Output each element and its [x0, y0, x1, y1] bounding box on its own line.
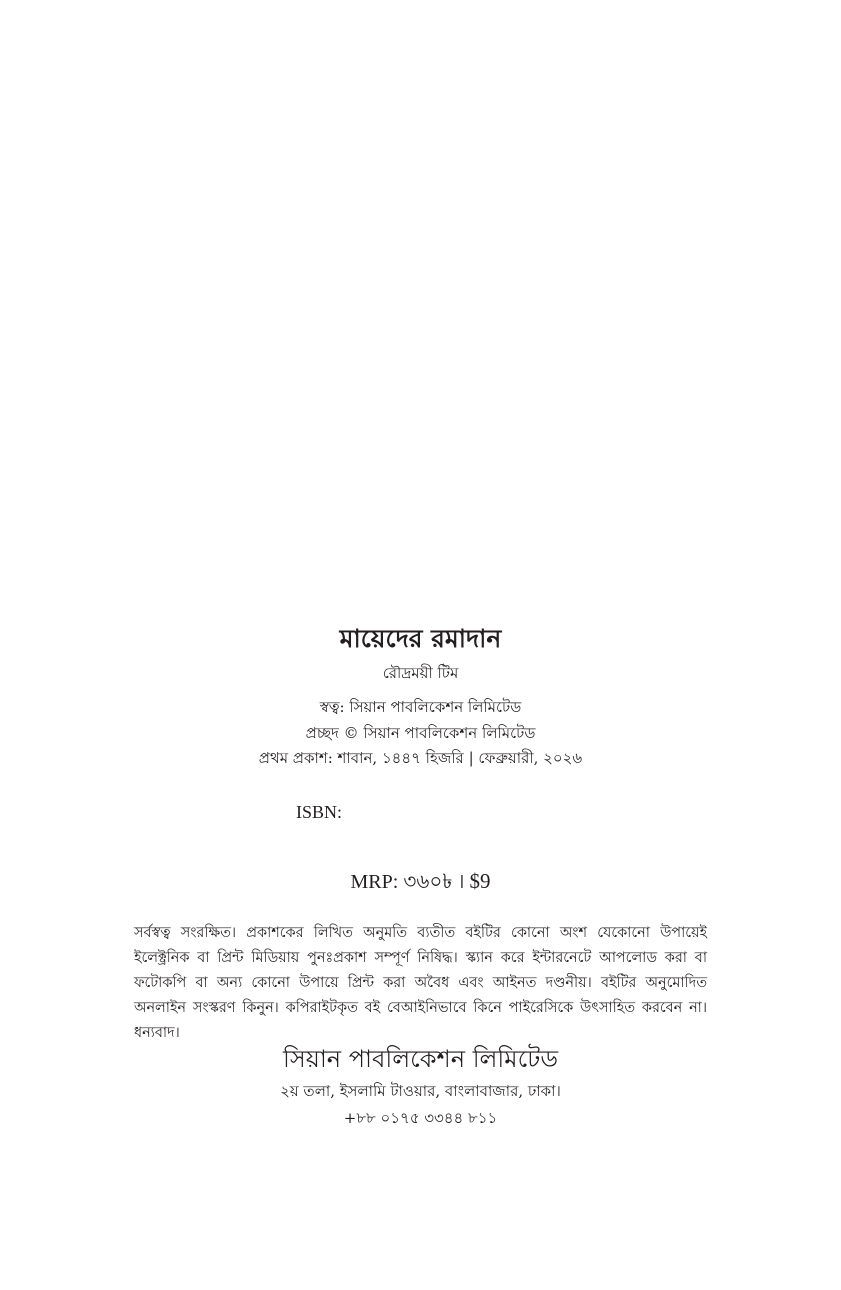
price-line: [0, 867, 841, 896]
price-bdt: ৩৬০৳: [403, 871, 453, 893]
book-author: রৌদ্রময়ী টিম: [382, 664, 459, 682]
book-title: মায়েদের রমাদান: [339, 624, 502, 653]
price-separator: ।: [457, 871, 465, 893]
publisher-address: ২য় তলা, ইসলামি টাওয়ার, বাংলাবাজার, ঢাকা।: [280, 1082, 561, 1100]
isbn-label: ISBN:: [296, 802, 343, 822]
edition-info: প্রথম প্রকাশ: শাবান, ১৪৪৭ হিজরি | ফেব্রুয়ারী, ২০২৬: [258, 749, 583, 767]
copyright-notice: সর্বস্বত্ব সংরক্ষিত। প্রকাশকের লিখিত অনুমতি ব্যতীত বইটির কোনো অংশ যেকোনো উপায়েই ইলেক্ট্রনিক বা প্রিন্ট মিডিয়ায় পুনঃপ্রকাশ সম্পূর্ণ নিষিদ্ধ। স্ক্যান করে ইন্টারনেটে আপলোড করা বা ফটোকপি বা অন্য কোনো উপায়ে প্রিন্ট করা অবৈধ এবং আইনত দণ্ডনীয়। বইটির অনুমোদিত অনলাইন সংস্করণ কিনুন। কপিরাইটকৃত বই বেআইনিভাবে কিনে পাইরেসিকে উৎসাহিত করবেন না। ধন্যবাদ।: [134, 925, 707, 1041]
publisher-phone: +৮৮ ০১৭৫ ৩৩৪৪ ৮১১: [343, 1109, 498, 1127]
price-usd: $9: [469, 869, 491, 893]
copyright-holder: স্বত্ব: সিয়ান পাবলিকেশন লিমিটেড: [319, 698, 522, 716]
publisher-name: সিয়ান পাবলিকেশন লিমিটেড: [282, 1045, 559, 1073]
price-label: MRP:: [350, 871, 399, 893]
cover-credit: প্রচ্ছদ © সিয়ান পাবলিকেশন লিমিটেড: [305, 724, 536, 742]
